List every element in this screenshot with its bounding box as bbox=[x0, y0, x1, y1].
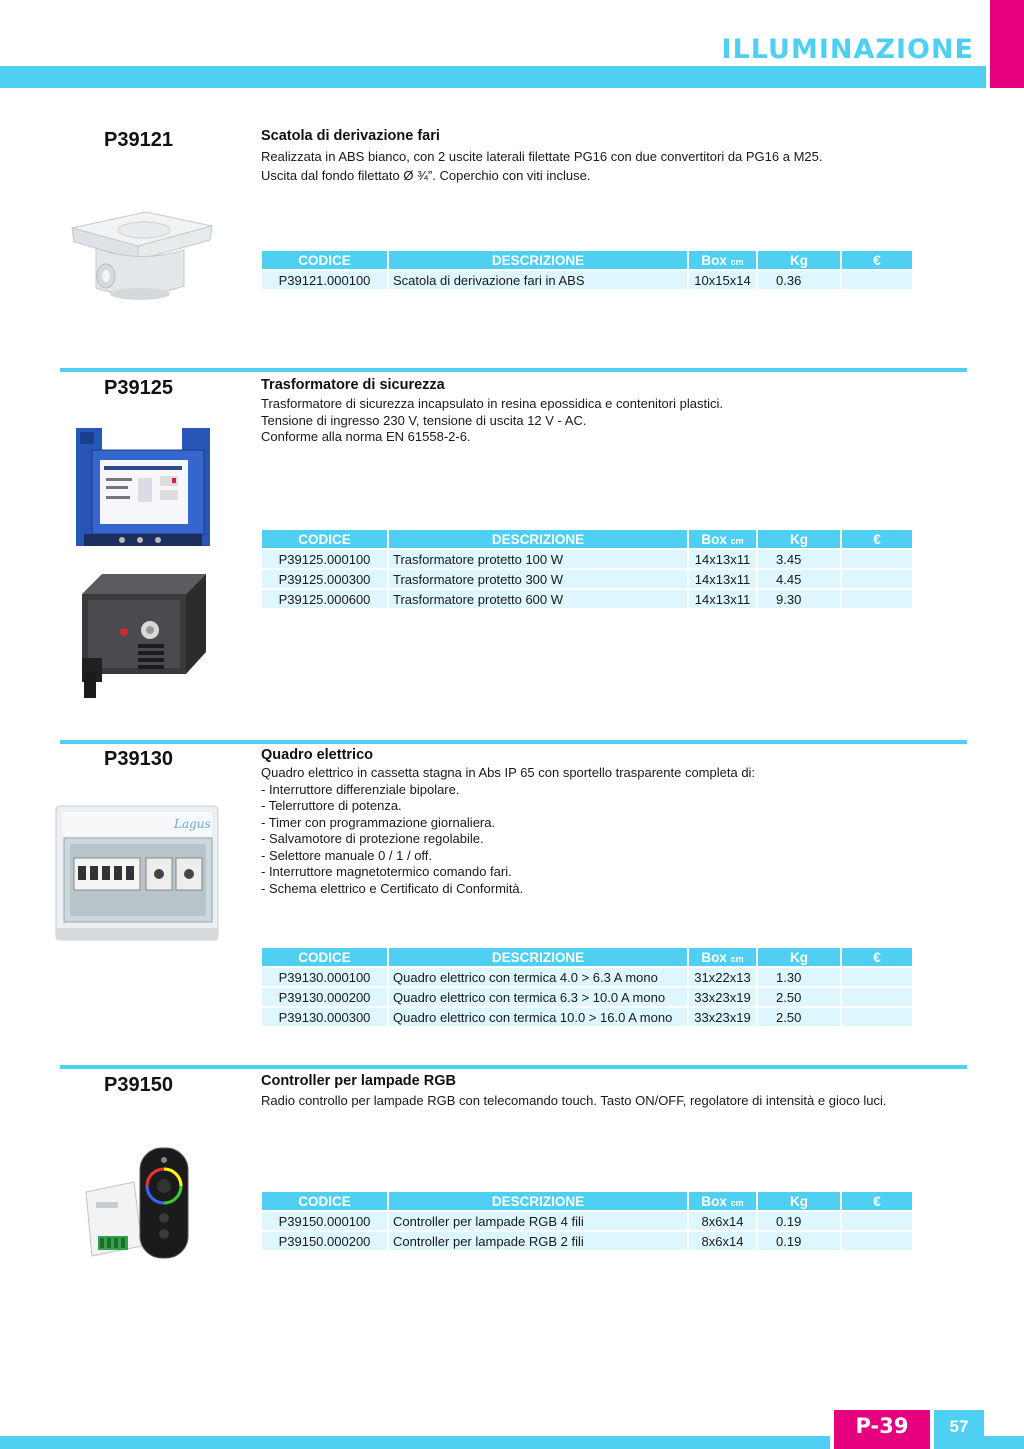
cell-kg: 0.19 bbox=[758, 1232, 840, 1250]
description-line: - Interruttore differenziale bipolare. bbox=[261, 781, 460, 797]
cell-price bbox=[842, 271, 912, 289]
product-code-title: P39150 bbox=[104, 1074, 173, 1096]
box-label: Box bbox=[701, 531, 727, 547]
col-header-price: € bbox=[842, 1192, 912, 1210]
description-line: - Salvamotore di protezione regolabile. bbox=[261, 831, 484, 846]
cell-description: Controller per lampade RGB 2 fili bbox=[389, 1232, 687, 1250]
table-row bbox=[262, 1232, 912, 1250]
cell-description: Controller per lampade RGB 4 fili bbox=[389, 1212, 687, 1230]
box-unit: cm bbox=[730, 256, 744, 267]
electrical-panel-image bbox=[54, 804, 222, 944]
cell-price bbox=[842, 988, 912, 1006]
product-description bbox=[261, 396, 961, 446]
cell-kg: 2.50 bbox=[758, 1008, 840, 1026]
rgb-controller-image bbox=[82, 1146, 194, 1262]
product-code-title: P39121 bbox=[104, 129, 173, 151]
col-header-price: € bbox=[842, 530, 912, 548]
cell-price bbox=[842, 968, 912, 986]
cell-code: P39121.000100 bbox=[262, 271, 387, 289]
cell-description: Scatola di derivazione fari in ABS bbox=[389, 271, 687, 289]
cell-box: 14x13x11 bbox=[689, 550, 756, 568]
cell-code: P39130.000300 bbox=[262, 1008, 387, 1026]
footer-bar bbox=[0, 1436, 830, 1449]
description-line: Quadro elettrico in cassetta stagna in Abs IP 65 con sportello trasparente completa di: bbox=[261, 765, 756, 780]
table-row bbox=[262, 570, 912, 588]
box-label: Box bbox=[701, 949, 727, 965]
table-row bbox=[262, 988, 912, 1006]
description-line: - Interruttore magnetotermico comando fari. bbox=[261, 864, 512, 879]
cell-box: 14x13x11 bbox=[689, 570, 756, 588]
cell-box: 33x23x19 bbox=[689, 988, 756, 1006]
cell-description: Quadro elettrico con termica 6.3 > 10.0 A mono bbox=[389, 988, 687, 1006]
cell-box: 10x15x14 bbox=[689, 271, 756, 289]
table-header-row bbox=[262, 948, 912, 966]
cell-price bbox=[842, 1008, 912, 1026]
transformer-black-image bbox=[78, 570, 208, 704]
cell-kg: 0.19 bbox=[758, 1212, 840, 1230]
cell-description: Quadro elettrico con termica 10.0 > 16.0 A mono bbox=[389, 1008, 687, 1026]
box-unit: cm bbox=[730, 1197, 744, 1208]
table-row bbox=[262, 968, 912, 986]
section-title: ILLUMINAZIONE bbox=[721, 34, 974, 65]
box-label: Box bbox=[701, 252, 727, 268]
cell-code: P39130.000200 bbox=[262, 988, 387, 1006]
col-header-kg: Kg bbox=[758, 1192, 840, 1210]
cell-code: P39150.000100 bbox=[262, 1212, 387, 1230]
box-unit: cm bbox=[730, 953, 744, 964]
description-line: Conforme alla norma EN 61558-2-6. bbox=[261, 429, 471, 444]
cell-code: P39125.000300 bbox=[262, 570, 387, 588]
cell-price bbox=[842, 570, 912, 588]
box-unit: cm bbox=[730, 535, 744, 546]
cell-description: Quadro elettrico con termica 4.0 > 6.3 A mono bbox=[389, 968, 687, 986]
cell-kg: 3.45 bbox=[758, 550, 840, 568]
description-line: - Schema elettrico e Certificato di Conformità. bbox=[261, 880, 524, 896]
cell-kg: 4.45 bbox=[758, 570, 840, 588]
product-table bbox=[260, 528, 914, 610]
section-divider bbox=[60, 1065, 967, 1069]
description-line: Realizzata in ABS bianco, con 2 uscite laterali filettate PG16 con due convertitori da PG16 a M25. bbox=[261, 149, 823, 164]
table-header-row bbox=[262, 530, 912, 548]
cell-kg: 9.30 bbox=[758, 590, 840, 608]
header-accent-strip bbox=[990, 0, 1024, 88]
product-description bbox=[261, 149, 961, 184]
cell-box: 31x22x13 bbox=[689, 968, 756, 986]
cell-description: Trasformatore protetto 300 W bbox=[389, 570, 687, 588]
col-header-box bbox=[689, 530, 756, 548]
cell-code: P39130.000100 bbox=[262, 968, 387, 986]
col-header-code: CODICE bbox=[262, 1192, 387, 1210]
page-number: 57 bbox=[934, 1410, 984, 1440]
cell-kg: 2.50 bbox=[758, 988, 840, 1006]
product-table bbox=[260, 249, 914, 291]
table-header-row bbox=[262, 1192, 912, 1210]
col-header-price: € bbox=[842, 948, 912, 966]
col-header-code: CODICE bbox=[262, 530, 387, 548]
col-header-description: DESCRIZIONE bbox=[389, 948, 687, 966]
page-code-badge: P-39 bbox=[834, 1410, 930, 1449]
description-line: Radio controllo per lampade RGB con telecomando touch. Tasto ON/OFF, regolatore di intensità e gioco luci. bbox=[261, 1093, 887, 1108]
transformer-blue-image bbox=[74, 424, 212, 550]
cell-box: 14x13x11 bbox=[689, 590, 756, 608]
cell-price bbox=[842, 1212, 912, 1230]
cell-price bbox=[842, 590, 912, 608]
description-line: Trasformatore di sicurezza incapsulato in resina epossidica e contenitori plastici. bbox=[261, 396, 723, 411]
table-row bbox=[262, 1212, 912, 1230]
cell-code: P39125.000600 bbox=[262, 590, 387, 608]
col-header-kg: Kg bbox=[758, 530, 840, 548]
col-header-description: DESCRIZIONE bbox=[389, 251, 687, 269]
col-header-description: DESCRIZIONE bbox=[389, 1192, 687, 1210]
description-line: Uscita dal fondo filettato Ø ¾”. Coperchio con viti incluse. bbox=[261, 167, 591, 183]
description-line: - Timer con programmazione giornaliera. bbox=[261, 814, 496, 830]
cell-price bbox=[842, 1232, 912, 1250]
description-line: Tensione di ingresso 230 V, tensione di uscita 12 V - AC. bbox=[261, 412, 587, 428]
description-line: - Telerruttore di potenza. bbox=[261, 798, 402, 813]
cell-code: P39150.000200 bbox=[262, 1232, 387, 1250]
cell-kg: 1.30 bbox=[758, 968, 840, 986]
product-title: Scatola di derivazione fari bbox=[261, 128, 440, 144]
col-header-description: DESCRIZIONE bbox=[389, 530, 687, 548]
col-header-box bbox=[689, 1192, 756, 1210]
cell-code: P39125.000100 bbox=[262, 550, 387, 568]
product-description bbox=[261, 1093, 961, 1110]
cell-box: 8x6x14 bbox=[689, 1212, 756, 1230]
cell-box: 33x23x19 bbox=[689, 1008, 756, 1026]
cell-box: 8x6x14 bbox=[689, 1232, 756, 1250]
cell-price bbox=[842, 550, 912, 568]
description-line: - Selettore manuale 0 / 1 / off. bbox=[261, 847, 433, 863]
section-divider bbox=[60, 740, 967, 744]
junction-box-image bbox=[66, 198, 216, 308]
col-header-price: € bbox=[842, 251, 912, 269]
table-row bbox=[262, 271, 912, 289]
product-code-title: P39130 bbox=[104, 748, 173, 770]
table-row bbox=[262, 590, 912, 608]
section-divider bbox=[60, 368, 967, 372]
table-header-row bbox=[262, 251, 912, 269]
header-bar bbox=[0, 66, 986, 88]
product-code-title: P39125 bbox=[104, 377, 173, 399]
svg-text:Lagus: Lagus bbox=[174, 817, 211, 831]
cell-description: Trasformatore protetto 600 W bbox=[389, 590, 687, 608]
product-description bbox=[261, 765, 961, 897]
cell-kg: 0.36 bbox=[758, 271, 840, 289]
cell-description: Trasformatore protetto 100 W bbox=[389, 550, 687, 568]
product-title: Controller per lampade RGB bbox=[261, 1073, 456, 1089]
table-row bbox=[262, 1008, 912, 1026]
table-row bbox=[262, 550, 912, 568]
col-header-kg: Kg bbox=[758, 251, 840, 269]
col-header-box bbox=[689, 948, 756, 966]
product-title: Trasformatore di sicurezza bbox=[261, 377, 445, 393]
box-label: Box bbox=[701, 1193, 727, 1209]
col-header-kg: Kg bbox=[758, 948, 840, 966]
product-table bbox=[260, 946, 914, 1028]
col-header-code: CODICE bbox=[262, 948, 387, 966]
product-table bbox=[260, 1190, 914, 1252]
col-header-code: CODICE bbox=[262, 251, 387, 269]
product-title: Quadro elettrico bbox=[261, 747, 373, 763]
col-header-box bbox=[689, 251, 756, 269]
